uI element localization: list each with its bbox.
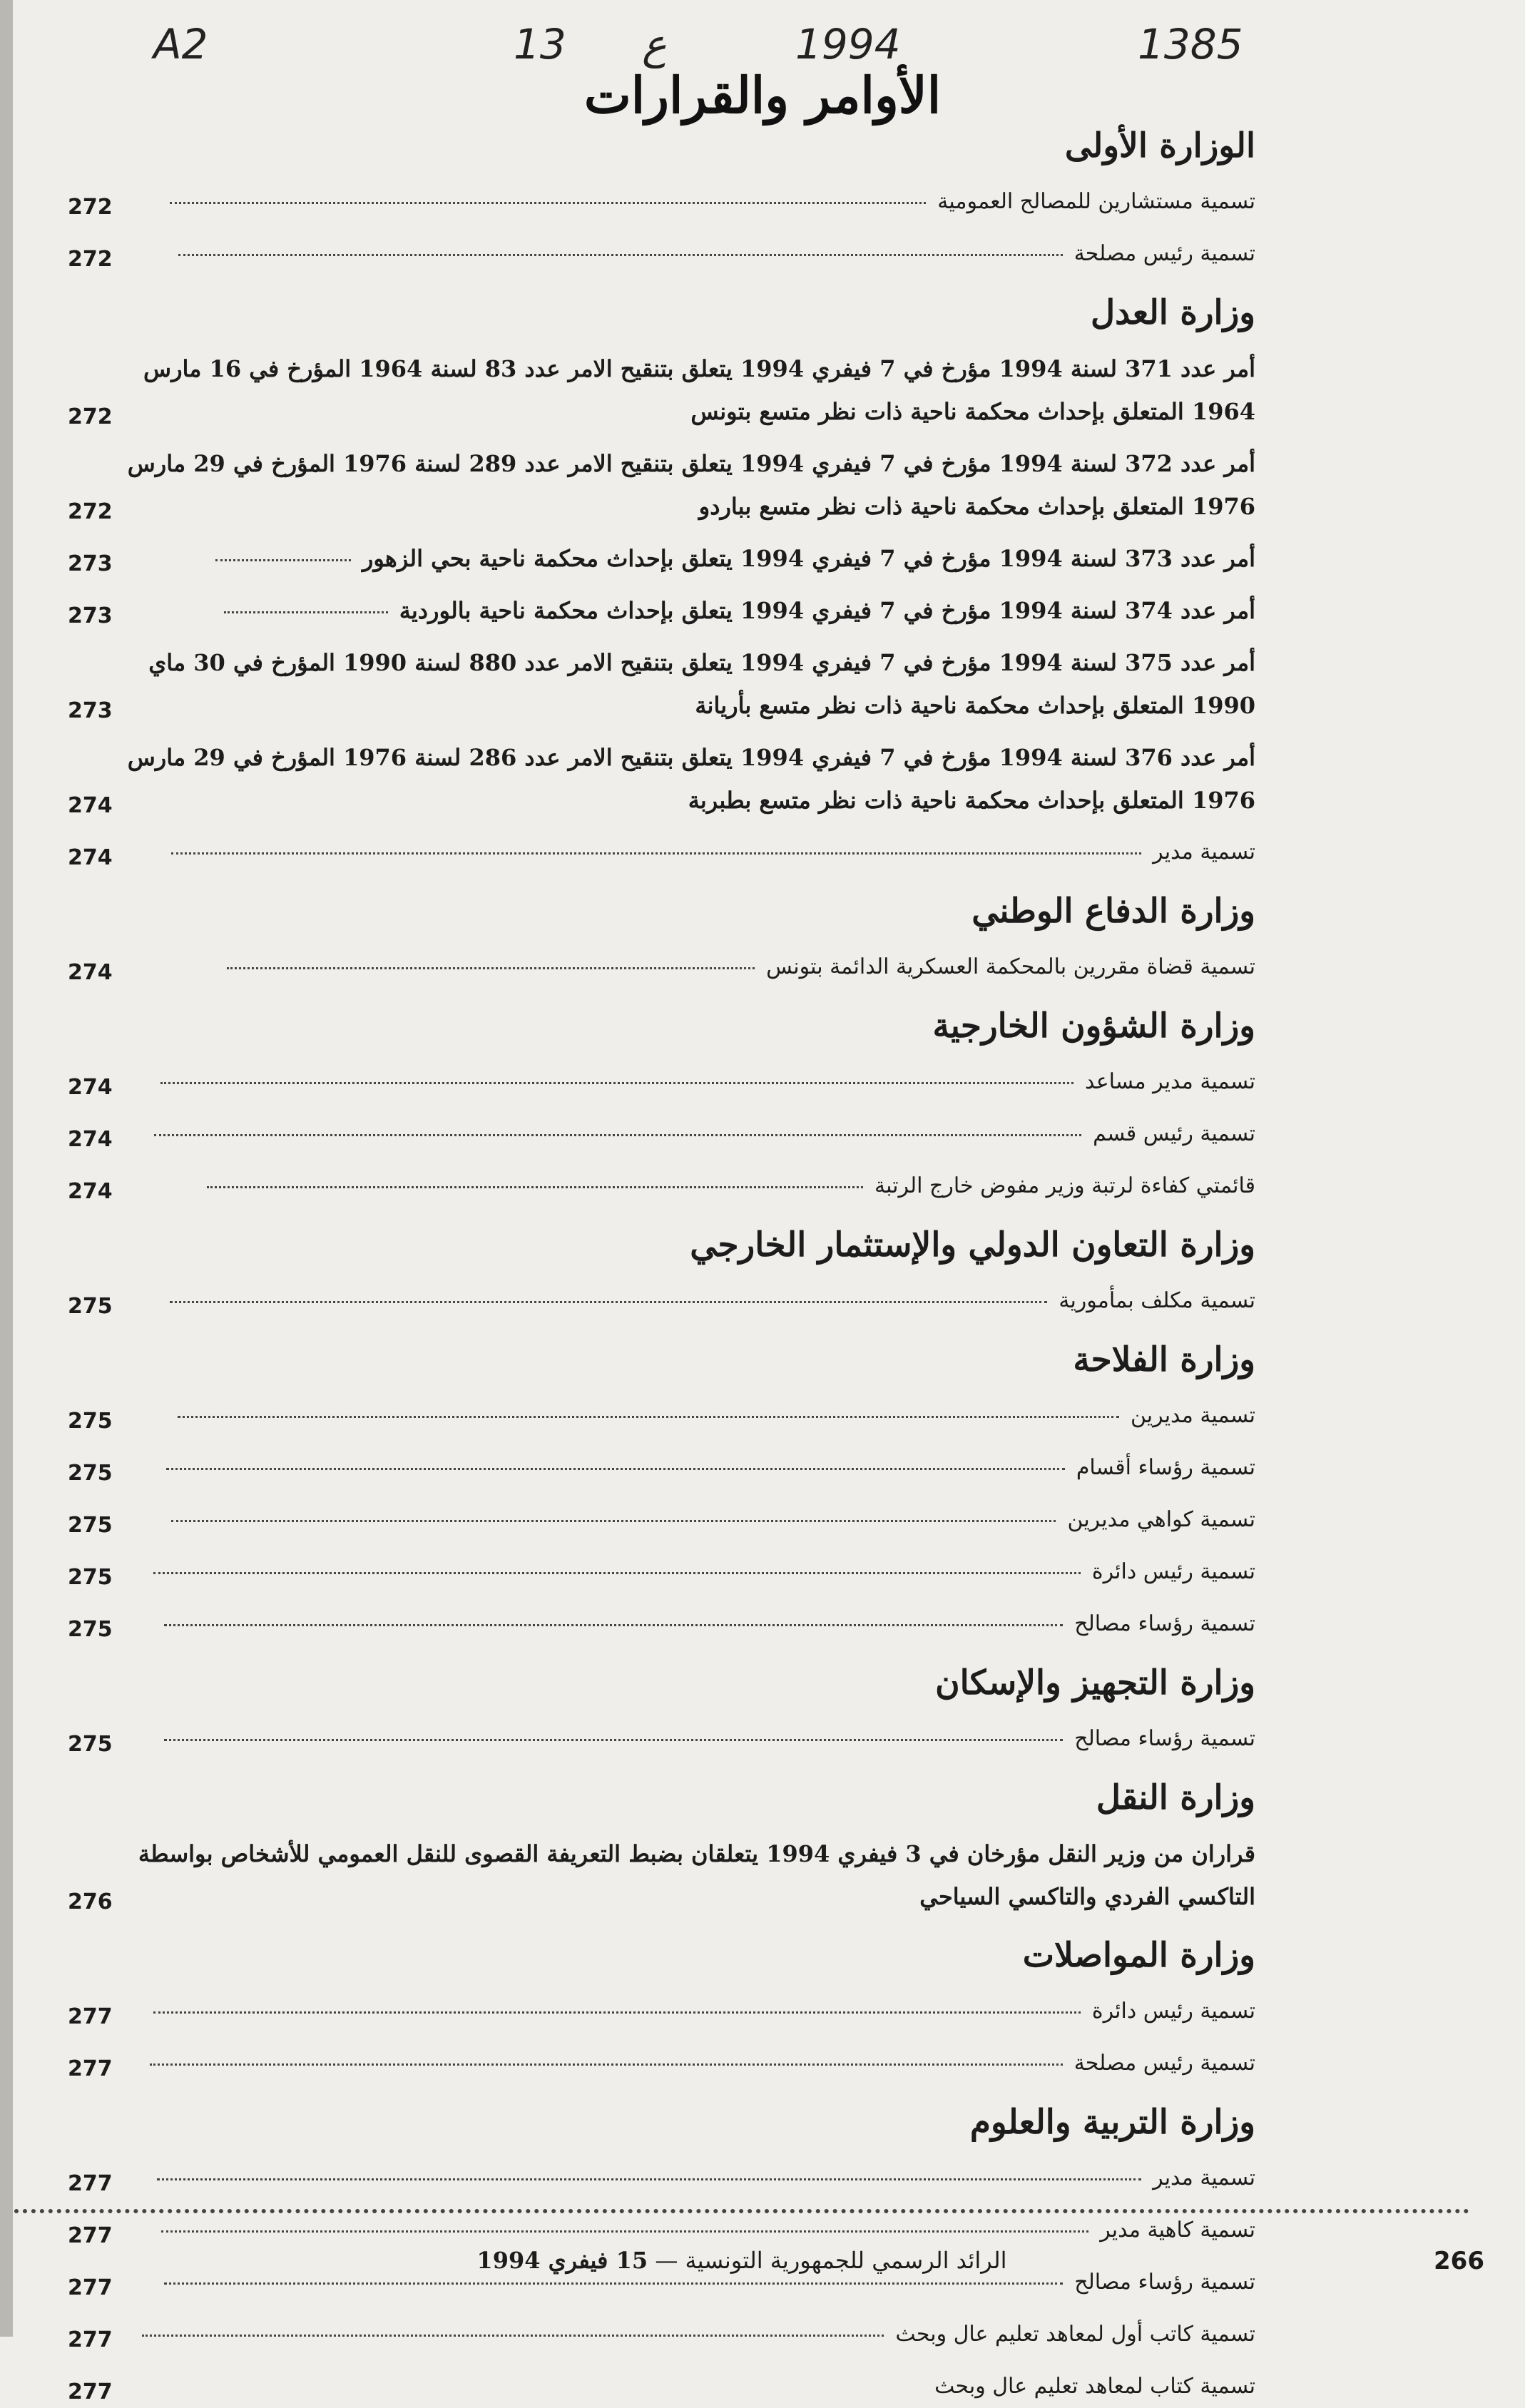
entry-text: تسمية رئيس مصلحة bbox=[1073, 241, 1255, 266]
toc-entry[interactable] bbox=[68, 1499, 1255, 1541]
entry-text: تسمية كاهية مدير bbox=[1100, 2218, 1255, 2243]
entry-page-number: 275 bbox=[68, 1409, 113, 1434]
leader-dots bbox=[164, 1624, 1063, 1626]
entry-page-number: 275 bbox=[68, 1732, 113, 1757]
toc-entry[interactable] bbox=[68, 1165, 1255, 1208]
entry-page-number: 273 bbox=[68, 603, 113, 628]
entry-page-number: 277 bbox=[68, 2327, 113, 2352]
entry-text: تسمية مدير مساعد bbox=[1084, 1069, 1255, 1094]
entry-page-number: 274 bbox=[68, 793, 113, 818]
entry-text: تسمية مكلف بمأمورية bbox=[1059, 1288, 1255, 1313]
handwritten-note-a2: A2 bbox=[153, 20, 208, 68]
toc-entry[interactable] bbox=[68, 2365, 1255, 2408]
entry-page-number: 274 bbox=[68, 845, 113, 870]
footer-rule bbox=[14, 2209, 1469, 2213]
entry-page-number: 275 bbox=[68, 1294, 113, 1319]
entry-text: تسمية مديرين bbox=[1130, 1403, 1255, 1428]
leader-dots bbox=[164, 1739, 1063, 1741]
toc-entry[interactable] bbox=[68, 1061, 1255, 1103]
entry-page-number: 272 bbox=[68, 195, 113, 220]
entry-page-number: 274 bbox=[68, 1127, 113, 1152]
entry-page-number: 277 bbox=[68, 2004, 113, 2029]
entry-page-number: 277 bbox=[68, 2379, 113, 2404]
entry-text: تسمية رؤساء مصالح bbox=[1074, 2270, 1255, 2295]
entry-text: تسمية كواهي مديرين bbox=[1067, 1507, 1255, 1532]
footer-journal-line bbox=[14, 2247, 1469, 2274]
entry-page-number: 277 bbox=[68, 2223, 113, 2248]
entry-text: أمر عدد 372 لسنة 1994 مؤرخ في 7 فيفري 1994 يتعلق بتنقيح الامر عدد 289 لسنة 1976 المؤرخ في 29 مارس 1976 المتعلق بإحداث محكمة ناحية ذات نظر متسع بباردو bbox=[127, 450, 1255, 520]
toc-entry[interactable] bbox=[68, 589, 1255, 632]
handwritten-note-number: 1385 bbox=[1138, 20, 1243, 68]
entry-text: أمر عدد 376 لسنة 1994 مؤرخ في 7 فيفري 1994 يتعلق بتنقيح الامر عدد 286 لسنة 1976 المؤرخ في 29 مارس 1976 المتعلق بإحداث محكمة ناحية ذات نظر متسع بطبربة bbox=[127, 744, 1255, 814]
leader-dots bbox=[153, 2011, 1081, 2014]
leader-dots bbox=[171, 1520, 1056, 1522]
toc-entry[interactable] bbox=[68, 2157, 1255, 2200]
footer-page-number: 266 bbox=[1434, 2247, 1484, 2275]
handwritten-note-13: 13 bbox=[514, 20, 566, 68]
toc-entry[interactable] bbox=[68, 1280, 1255, 1322]
entry-text: أمر عدد 371 لسنة 1994 مؤرخ في 7 فيفري 1994 يتعلق بتنقيح الامر عدد 83 لسنة 1964 المؤرخ في 16 مارس 1964 المتعلق بإحداث محكمة ناحية ذات نظر متسع بتونس bbox=[143, 355, 1255, 425]
leader-dots bbox=[207, 1186, 863, 1188]
leader-dots bbox=[178, 254, 1063, 256]
section-heading: وزارة النقل bbox=[1096, 1778, 1255, 1817]
entry-text: تسمية مدير bbox=[1153, 840, 1255, 864]
toc-entry[interactable] bbox=[68, 442, 1255, 528]
entry-page-number: 275 bbox=[68, 1617, 113, 1642]
toc-entry[interactable] bbox=[68, 1832, 1255, 1918]
leader-dots bbox=[153, 1572, 1081, 1574]
toc-entry[interactable] bbox=[68, 1990, 1255, 2033]
entry-page-number: 274 bbox=[68, 960, 113, 985]
leader-dots bbox=[171, 852, 1141, 854]
leader-dots bbox=[170, 202, 926, 204]
toc-entry[interactable] bbox=[68, 233, 1255, 275]
leader-dots bbox=[166, 1468, 1065, 1470]
section-heading: وزارة التربية والعلوم bbox=[969, 2103, 1255, 2142]
toc-entry[interactable] bbox=[68, 1113, 1255, 1155]
toc-entry[interactable] bbox=[68, 1603, 1255, 1646]
leader-dots bbox=[157, 2178, 1141, 2180]
section-heading: وزارة العدل bbox=[1090, 293, 1255, 332]
toc-entry[interactable] bbox=[68, 831, 1255, 874]
toc-entry[interactable] bbox=[68, 1447, 1255, 1489]
leader-dots bbox=[178, 1416, 1119, 1418]
entry-page-number: 277 bbox=[68, 2171, 113, 2196]
toc-entry[interactable] bbox=[68, 347, 1255, 433]
toc-entry[interactable] bbox=[68, 1551, 1255, 1593]
toc-entry[interactable] bbox=[68, 1394, 1255, 1437]
entry-page-number: 273 bbox=[68, 551, 113, 576]
section-heading: وزارة المواصلات bbox=[1022, 1936, 1255, 1975]
toc-entry[interactable] bbox=[68, 2042, 1255, 2085]
toc-entry[interactable] bbox=[68, 2313, 1255, 2356]
section-heading: وزارة الدفاع الوطني bbox=[971, 892, 1255, 931]
section-heading: وزارة التجهيز والإسكان bbox=[935, 1663, 1255, 1703]
entry-page-number: 275 bbox=[68, 1565, 113, 1590]
entry-text: تسمية رؤساء مصالح bbox=[1074, 1611, 1255, 1636]
leader-dots bbox=[160, 1082, 1073, 1084]
entry-page-number: 272 bbox=[68, 404, 113, 429]
section-heading: وزارة الفلاحة bbox=[1073, 1340, 1255, 1379]
entry-text: أمر عدد 373 لسنة 1994 مؤرخ في 7 فيفري 1994 يتعلق بإحداث محكمة ناحية بحي الزهور bbox=[362, 545, 1255, 572]
handwritten-note-letter: ع bbox=[642, 20, 667, 68]
toc-entry[interactable] bbox=[68, 736, 1255, 822]
table-of-contents bbox=[68, 121, 1255, 2408]
toc-entry[interactable] bbox=[68, 946, 1255, 989]
entry-text: أمر عدد 374 لسنة 1994 مؤرخ في 7 فيفري 1994 يتعلق بإحداث محكمة ناحية بالوردية bbox=[399, 597, 1255, 624]
page-footer bbox=[14, 2247, 1484, 2290]
entry-text: تسمية رؤساء أقسام bbox=[1076, 1455, 1255, 1480]
leader-dots bbox=[170, 1301, 1047, 1303]
entry-text: تسمية رئيس دائرة bbox=[1091, 1559, 1255, 1584]
entry-text: تسمية رئيس دائرة bbox=[1091, 1999, 1255, 2024]
section-heading: وزارة التعاون الدولي والإستثمار الخارجي bbox=[690, 1225, 1255, 1265]
leader-dots bbox=[161, 2230, 1088, 2233]
entry-page-number: 277 bbox=[68, 2056, 113, 2081]
entry-text: أمر عدد 375 لسنة 1994 مؤرخ في 7 فيفري 1994 يتعلق بتنقيح الامر عدد 880 لسنة 1990 المؤرخ في 30 ماي 1990 المتعلق بإحداث محكمة ناحية ذات نظر متسع بأريانة bbox=[148, 649, 1255, 719]
entry-text: تسمية رئيس قسم bbox=[1093, 1121, 1255, 1146]
page-edge-shadow bbox=[0, 0, 13, 2337]
entry-text: تسمية رؤساء مصالح bbox=[1074, 1726, 1255, 1751]
section-heading: وزارة الشؤون الخارجية bbox=[932, 1006, 1255, 1046]
footer-journal-name: الرائد الرسمي للجمهورية التونسية — bbox=[655, 2247, 1007, 2274]
leader-dots bbox=[215, 559, 351, 561]
entry-page-number: 275 bbox=[68, 1461, 113, 1486]
entry-page-number: 272 bbox=[68, 499, 113, 524]
leader-dots bbox=[227, 967, 755, 969]
toc-entry[interactable] bbox=[68, 1718, 1255, 1760]
entry-page-number: 274 bbox=[68, 1075, 113, 1100]
entry-text: تسمية مستشارين للمصالح العمومية bbox=[937, 189, 1255, 214]
leader-dots bbox=[150, 2063, 1063, 2066]
handwritten-note-year: 1994 bbox=[795, 20, 901, 68]
leader-dots bbox=[224, 611, 388, 613]
entry-text: تسمية قضاة مقررين بالمحكمة العسكرية الدائمة بتونس bbox=[766, 954, 1255, 979]
toc-entry[interactable] bbox=[68, 180, 1255, 223]
entry-text: تسمية كاتب أول لمعاهد تعليم عال وبحث bbox=[895, 2322, 1255, 2347]
entry-page-number: 274 bbox=[68, 1179, 113, 1204]
entry-page-number: 275 bbox=[68, 1513, 113, 1538]
entry-page-number: 273 bbox=[68, 698, 113, 723]
toc-entry[interactable] bbox=[68, 641, 1255, 727]
footer-date: 15 فيفري 1994 bbox=[476, 2247, 648, 2274]
entry-page-number: 276 bbox=[68, 1889, 113, 1914]
entry-text: قراران من وزير النقل مؤرخان في 3 فيفري 1994 يتعلقان بضبط التعريفة القصوى للنقل العمومي للأشخاص بواسطة التاكسي الفردي والتاكسي السياحي bbox=[138, 1840, 1255, 1910]
entry-page-number: 277 bbox=[68, 2275, 113, 2300]
entry-text: تسمية كتاب لمعاهد تعليم عال وبحث bbox=[934, 2374, 1255, 2399]
leader-dots bbox=[154, 1134, 1081, 1136]
toc-entry[interactable] bbox=[68, 2209, 1255, 2252]
page-title: الأوامر والقرارات bbox=[583, 66, 942, 125]
leader-dots bbox=[142, 2335, 884, 2337]
section-heading: الوزارة الأولى bbox=[1064, 126, 1255, 165]
toc-entry[interactable] bbox=[68, 537, 1255, 580]
entry-text: قائمتي كفاءة لرتبة وزير مفوض خارج الرتبة bbox=[874, 1173, 1255, 1198]
entry-text: تسمية رئيس مصلحة bbox=[1073, 2051, 1255, 2076]
entry-page-number: 272 bbox=[68, 247, 113, 272]
entry-text: تسمية مدير bbox=[1153, 2165, 1255, 2190]
